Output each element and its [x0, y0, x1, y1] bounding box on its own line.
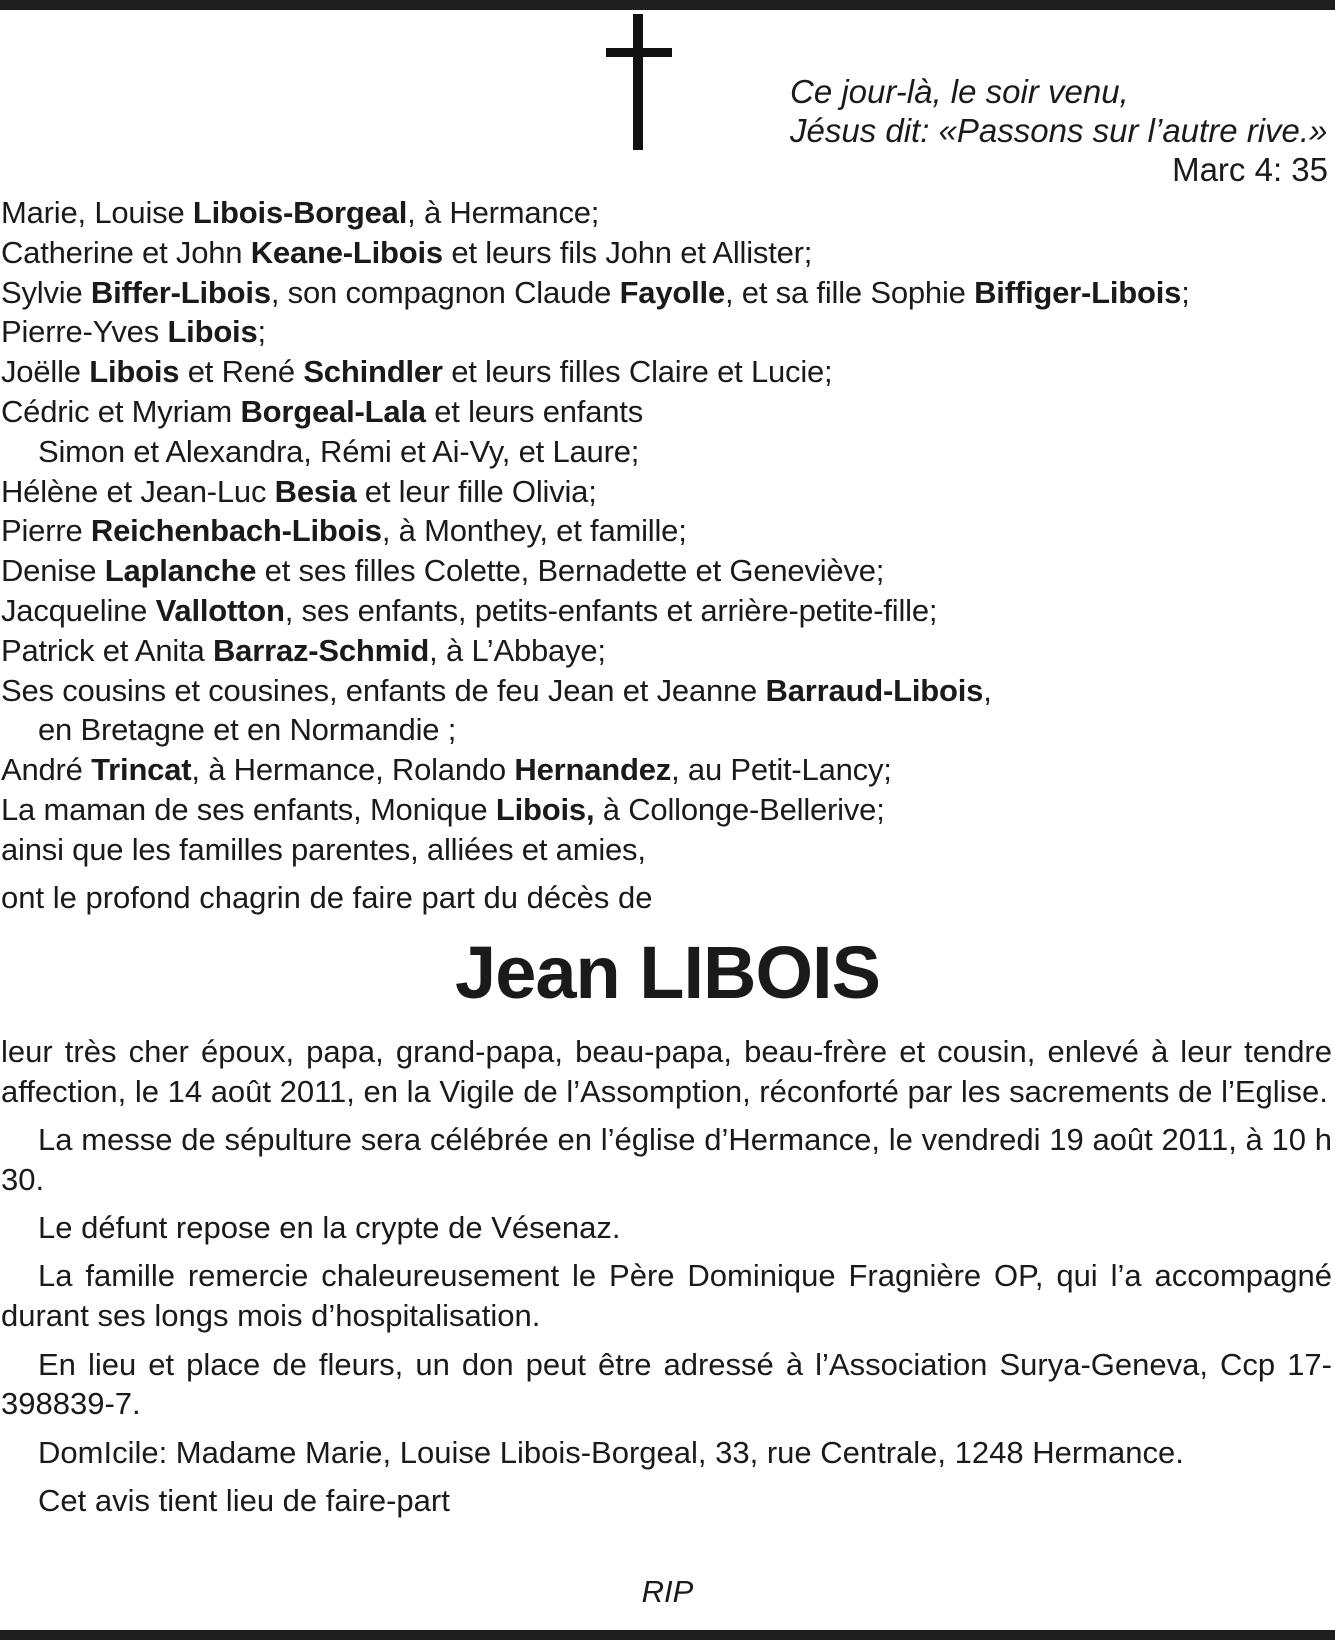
family-row: Joëlle Libois et René Schindler et leurs filles Claire et Lucie;	[1, 354, 833, 390]
family-row: André Trincat, à Hermance, Rolando Hernandez, au Petit-Lancy;	[1, 752, 892, 788]
family-row: Hélène et Jean-Luc Besia et leur fille Olivia;	[1, 473, 597, 509]
body-paragraph: Cet avis tient lieu de faire-part	[38, 1482, 450, 1518]
quote-reference: Marc 4: 35	[1172, 151, 1328, 188]
quote-line-2: Jésus dit: «Passons sur l’autre rive.»	[790, 112, 1328, 149]
body-paragraph: La famille remercie chaleureusement le Père Dominique Fragnière OP, qui l’a accompagné durant ses longs mois d’hospitalisation.	[1, 1258, 1332, 1334]
announcement-line: ont le profond chagrin de faire part du décès de	[1, 880, 653, 915]
bottom-border-rule	[0, 1630, 1335, 1640]
body-paragraph: leur très cher époux, papa, grand-papa, beau-papa, beau-frère et cousin, enlevé à leur tendre affection, le 14 août 2011, en la Vigile de l’Assomption, réconforté par les sacrements de l’Eglise.	[1, 1034, 1332, 1109]
obituary-body	[1, 1032, 1332, 1529]
closing-rip: RIP	[641, 1574, 694, 1609]
family-row: en Bretagne et en Normandie ;	[38, 712, 457, 748]
family-row: Denise Laplanche et ses filles Colette, Bernadette et Geneviève;	[1, 553, 885, 589]
family-row: Ses cousins et cousines, enfants de feu Jean et Jeanne Barraud-Libois,	[1, 672, 992, 708]
family-row: Catherine et John Keane-Libois et leurs fils John et Allister;	[1, 234, 813, 270]
quote-line-1: Ce jour-là, le soir venu,	[790, 73, 1129, 110]
family-row: ainsi que les familles parentes, alliées et amies,	[1, 831, 646, 867]
body-paragraph: En lieu et place de fleurs, un don peut être adressé à l’Association Surya-Geneva, Ccp 17-398839-7.	[1, 1346, 1332, 1422]
body-paragraph: DomIcile: Madame Marie, Louise Libois-Borgeal, 33, rue Centrale, 1248 Hermance.	[38, 1434, 1184, 1470]
body-paragraph: Le défunt repose en la crypte de Vésenaz.	[38, 1210, 621, 1246]
family-row: Marie, Louise Libois-Borgeal, à Hermance;	[1, 195, 600, 230]
family-row: Pierre-Yves Libois;	[1, 314, 266, 350]
family-row: Patrick et Anita Barraz-Schmid, à L’Abbaye;	[1, 632, 606, 668]
family-row: Sylvie Biffer-Libois, son compagnon Claude Fayolle, et sa fille Sophie Biffiger-Libois;	[1, 274, 1190, 310]
family-row: Cédric et Myriam Borgeal-Lala et leurs enfants	[1, 393, 644, 429]
body-paragraph: La messe de sépulture sera célébrée en l’église d’Hermance, le vendredi 19 août 2011, à 10 h 30.	[1, 1122, 1332, 1197]
family-row: Jacqueline Vallotton, ses enfants, petits-enfants et arrière-petite-fille;	[1, 592, 938, 628]
cross-icon	[606, 14, 672, 150]
deceased-name: Jean LIBOIS	[455, 931, 880, 1014]
top-border-rule	[0, 0, 1335, 10]
family-row: Pierre Reichenbach-Libois, à Monthey, et famille;	[1, 513, 687, 549]
family-list	[1, 193, 1331, 870]
family-row: Simon et Alexandra, Rémi et Ai-Vy, et Laure;	[38, 433, 640, 469]
family-row: La maman de ses enfants, Monique Libois, à Collonge-Bellerive;	[1, 791, 885, 827]
bible-quote	[790, 72, 1330, 189]
